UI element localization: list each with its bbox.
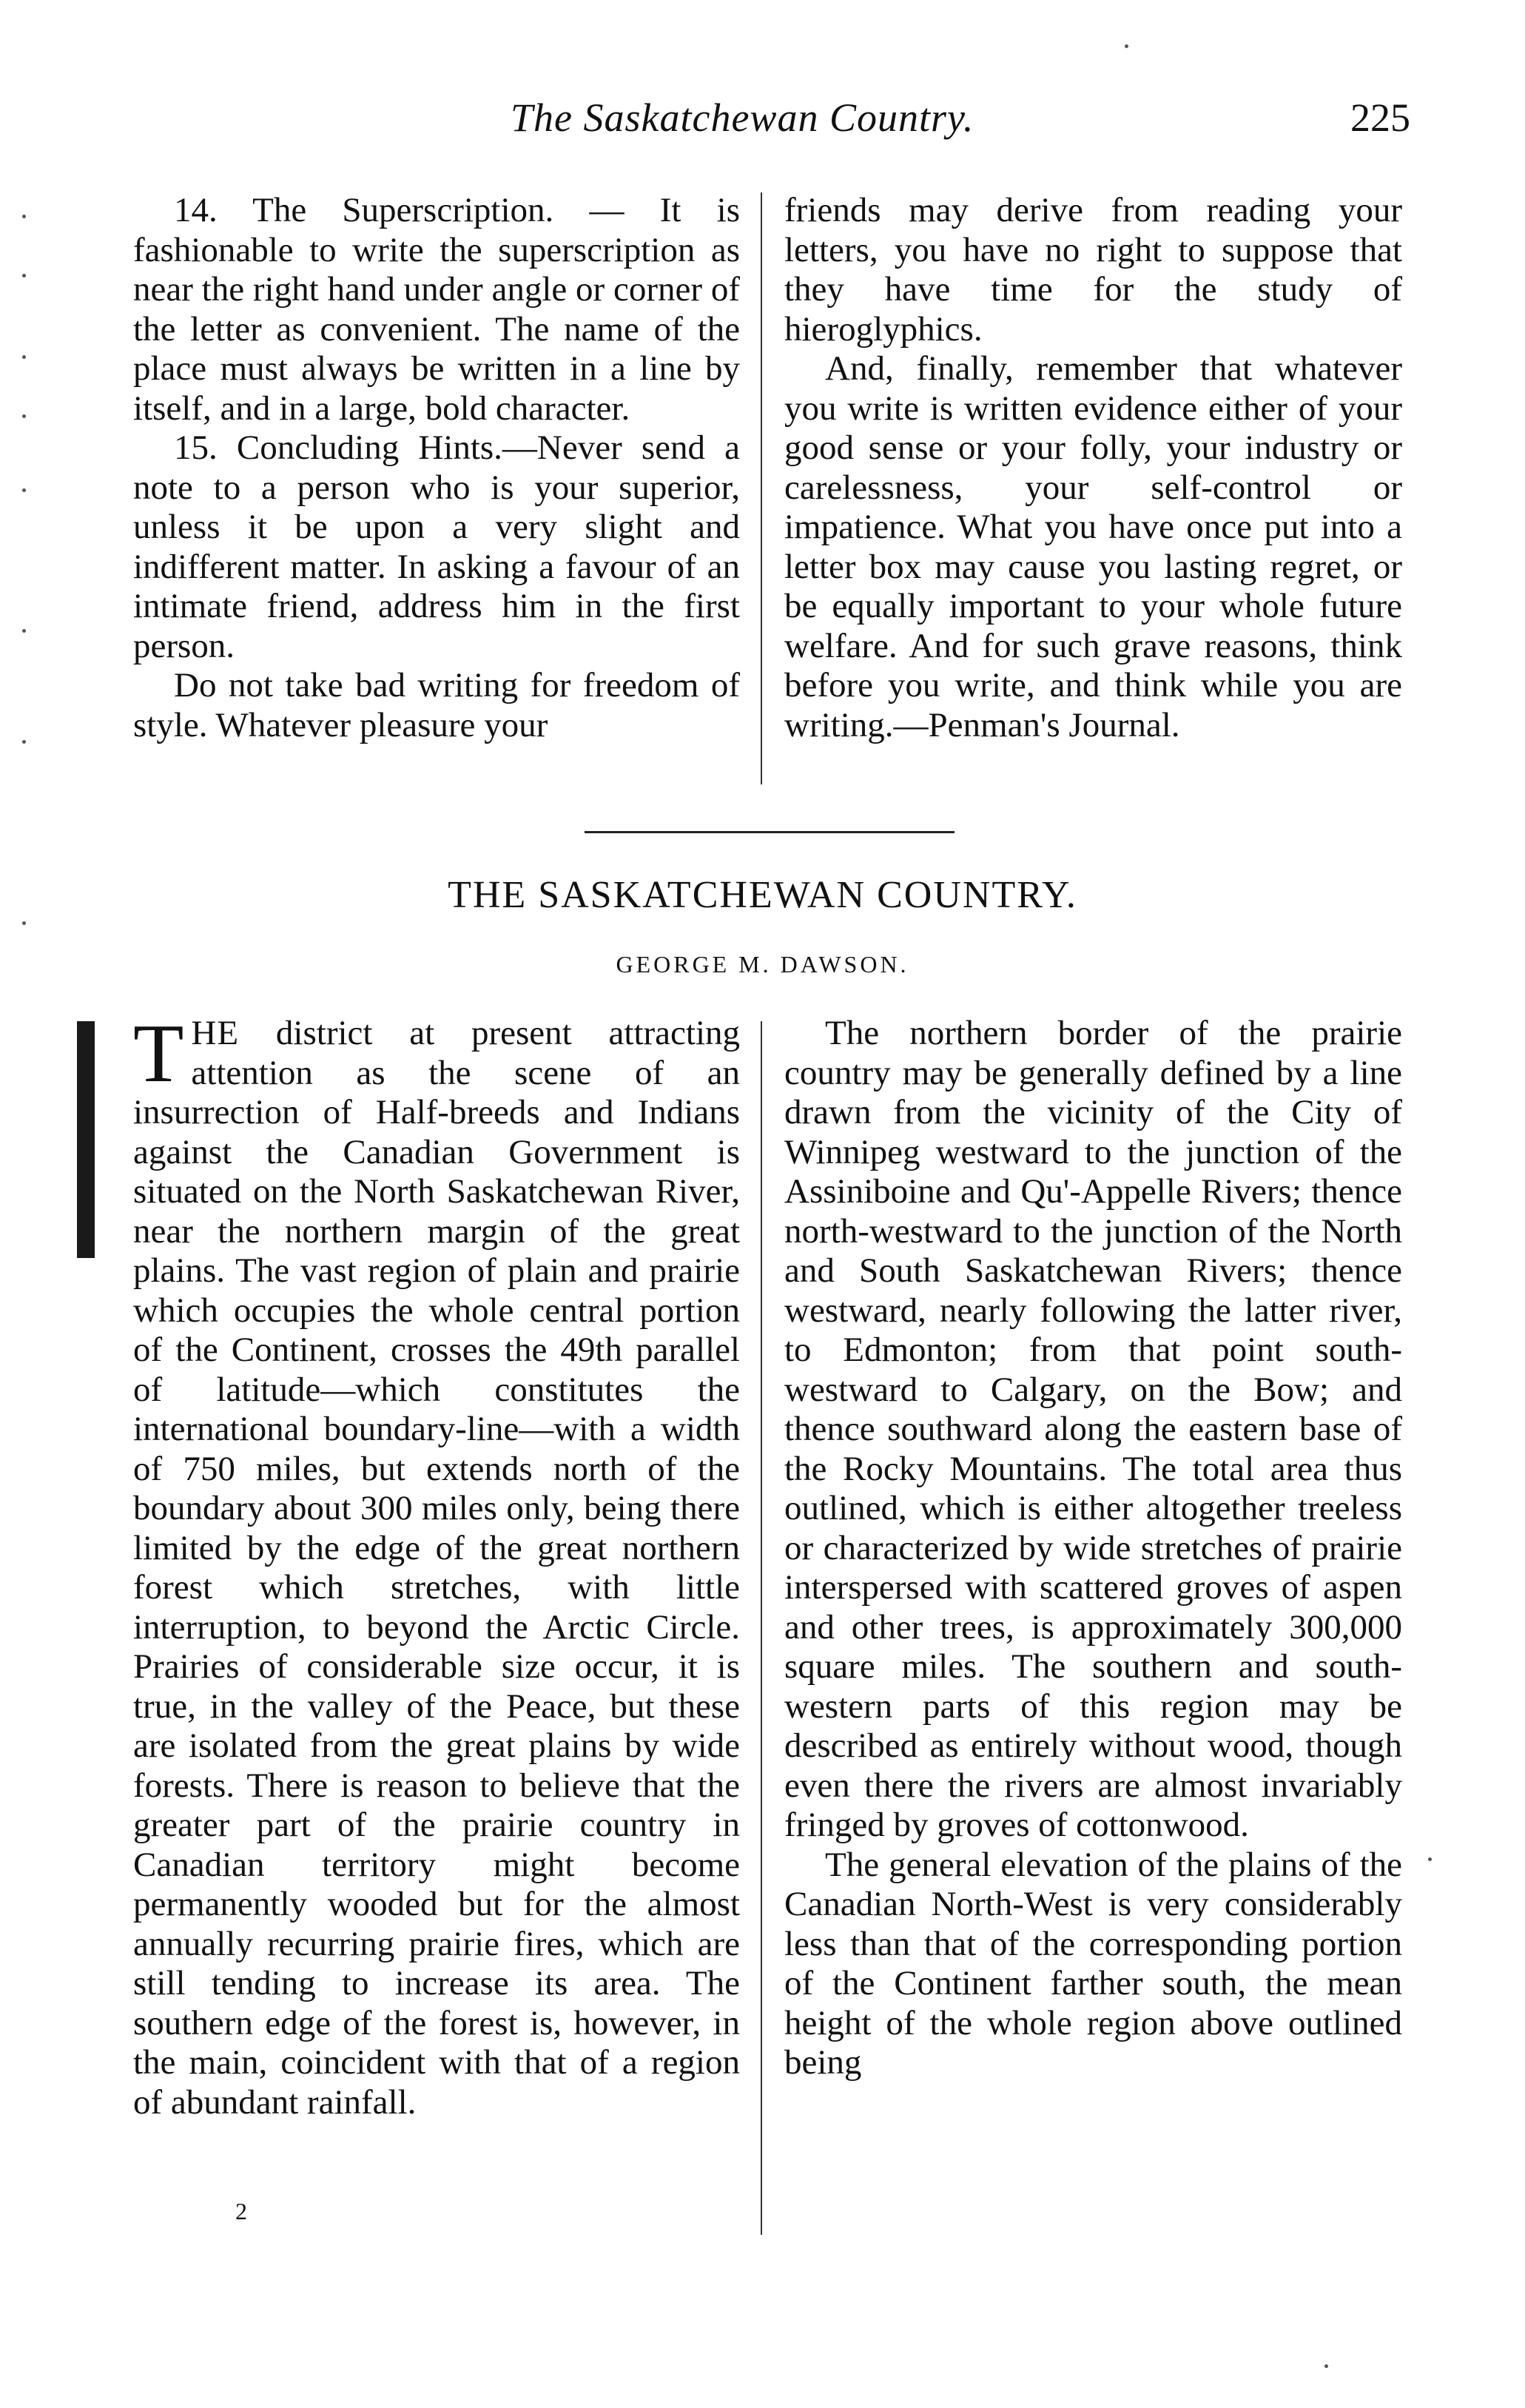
scan-speck <box>22 215 26 218</box>
article-left-column <box>133 1008 740 2122</box>
section-divider <box>585 831 955 833</box>
article-right-column <box>784 1014 1402 2083</box>
column-divider <box>761 1021 762 2235</box>
scan-speck <box>1324 2364 1328 2368</box>
paragraph: friends may derive from reading your letters, you have no right to suppose that they have time for the study of hieroglyphics. <box>784 191 1402 349</box>
running-title: The Saskatchewan Country. <box>511 95 974 140</box>
drop-cap: T <box>133 1008 184 1100</box>
article-byline: GEORGE M. DAWSON. <box>616 951 909 978</box>
scan-speck <box>22 274 26 278</box>
first-word-rest: HE <box>191 1014 240 1052</box>
scan-speck <box>22 414 26 418</box>
scan-speck <box>22 921 26 925</box>
article-title: THE SASKATCHEWAN COUNTRY. <box>448 874 1077 916</box>
paragraph: The northern border of the prairie country may be generally defined by a line drawn from the vicinity of the City of Winnipeg westward to the junction of the Assiniboine and Qu'-Appelle Rivers; thence north-westward to the junction of the North and South Saskatchewan Rivers; thence westward, nearly following the latter river, to Edmonton; from that point south-westward to Calgary, on the Bow; and thence southward along the eastern base of the Rocky Mountains. The total area thus outlined, which is either altogether treeless or characterized by wide stretches of prairie interspersed with scattered groves of aspen and other trees, is approximately 300,000 square miles. The southern and south-western parts of this region may be described as entirely without wood, though even there the rivers are almost invariably fringed by groves of cottonwood. <box>784 1014 1402 1844</box>
signature-mark: 2 <box>235 2198 247 2224</box>
column-divider <box>761 192 762 784</box>
paragraph: Do not take bad writing for freedom of style. Whatever pleasure your <box>133 666 740 744</box>
scan-speck <box>1125 44 1128 48</box>
scan-speck <box>22 740 26 744</box>
scan-speck <box>22 355 26 359</box>
paragraph-text: district at present attracting attention as the scene of an insurrection of Half-breeds and Indians against the Canadian Government is situated on the North Saskatchewan River, near the northern margin of the great plains. The vast region of plain and prairie which occupies the whole central portion of the Continent, crosses the 49th parallel of latitude—which constitutes the international boundary-line—with a width of 750 miles, but extends north of the boundary about 300 miles only, being there limited by the edge of the great northern forest which stretches, with little interruption, to beyond the Arctic Circle. Prairies of considerable size occur, it is true, in the valley of the Peace, but these are isolated from the great plains by wide forests. There is reason to believe that the greater part of the prairie country in Canadian territory might become permanently wooded but for the almost annually recurring prairie fires, which are still tending to increase its area. The southern edge of the forest is, however, in the main, coincident with that of a region of abundant rainfall. <box>133 1014 740 2122</box>
margin-bar <box>77 1021 95 1258</box>
prev-article-right-column <box>784 191 1402 745</box>
prev-article-left-column <box>133 191 740 745</box>
scan-speck <box>1428 1857 1432 1861</box>
scan-speck <box>22 629 26 633</box>
paragraph: 14. The Superscription. — It is fashionable to write the superscription as near the right hand under angle or corner of the letter as convenient. The name of the place must always be written in a line by itself, and in a large, bold character. <box>133 191 740 428</box>
opening-paragraph <box>133 1008 740 2122</box>
scan-speck <box>22 488 26 492</box>
paragraph: The general elevation of the plains of the Canadian North-West is very considerably less than that of the corresponding portion of the Continent farther south, the mean height of the whole region above outlined being <box>784 1845 1402 2082</box>
paragraph: 15. Concluding Hints.—Never send a note to a person who is your superior, unless it be upon a very slight and indifferent matter. In asking a favour of an intimate friend, address him in the first person. <box>133 428 740 665</box>
paragraph: And, finally, remember that whatever you write is written evidence either of your good sense or your folly, your industry or carelessness, your self-control or impatience. What you have once put into a letter box may cause you lasting regret, or be equally important to your whole future welfare. And for such grave reasons, think before you write, and think while you are writing.—Penman's Journal. <box>784 349 1402 744</box>
page-number: 225 <box>1350 95 1410 140</box>
